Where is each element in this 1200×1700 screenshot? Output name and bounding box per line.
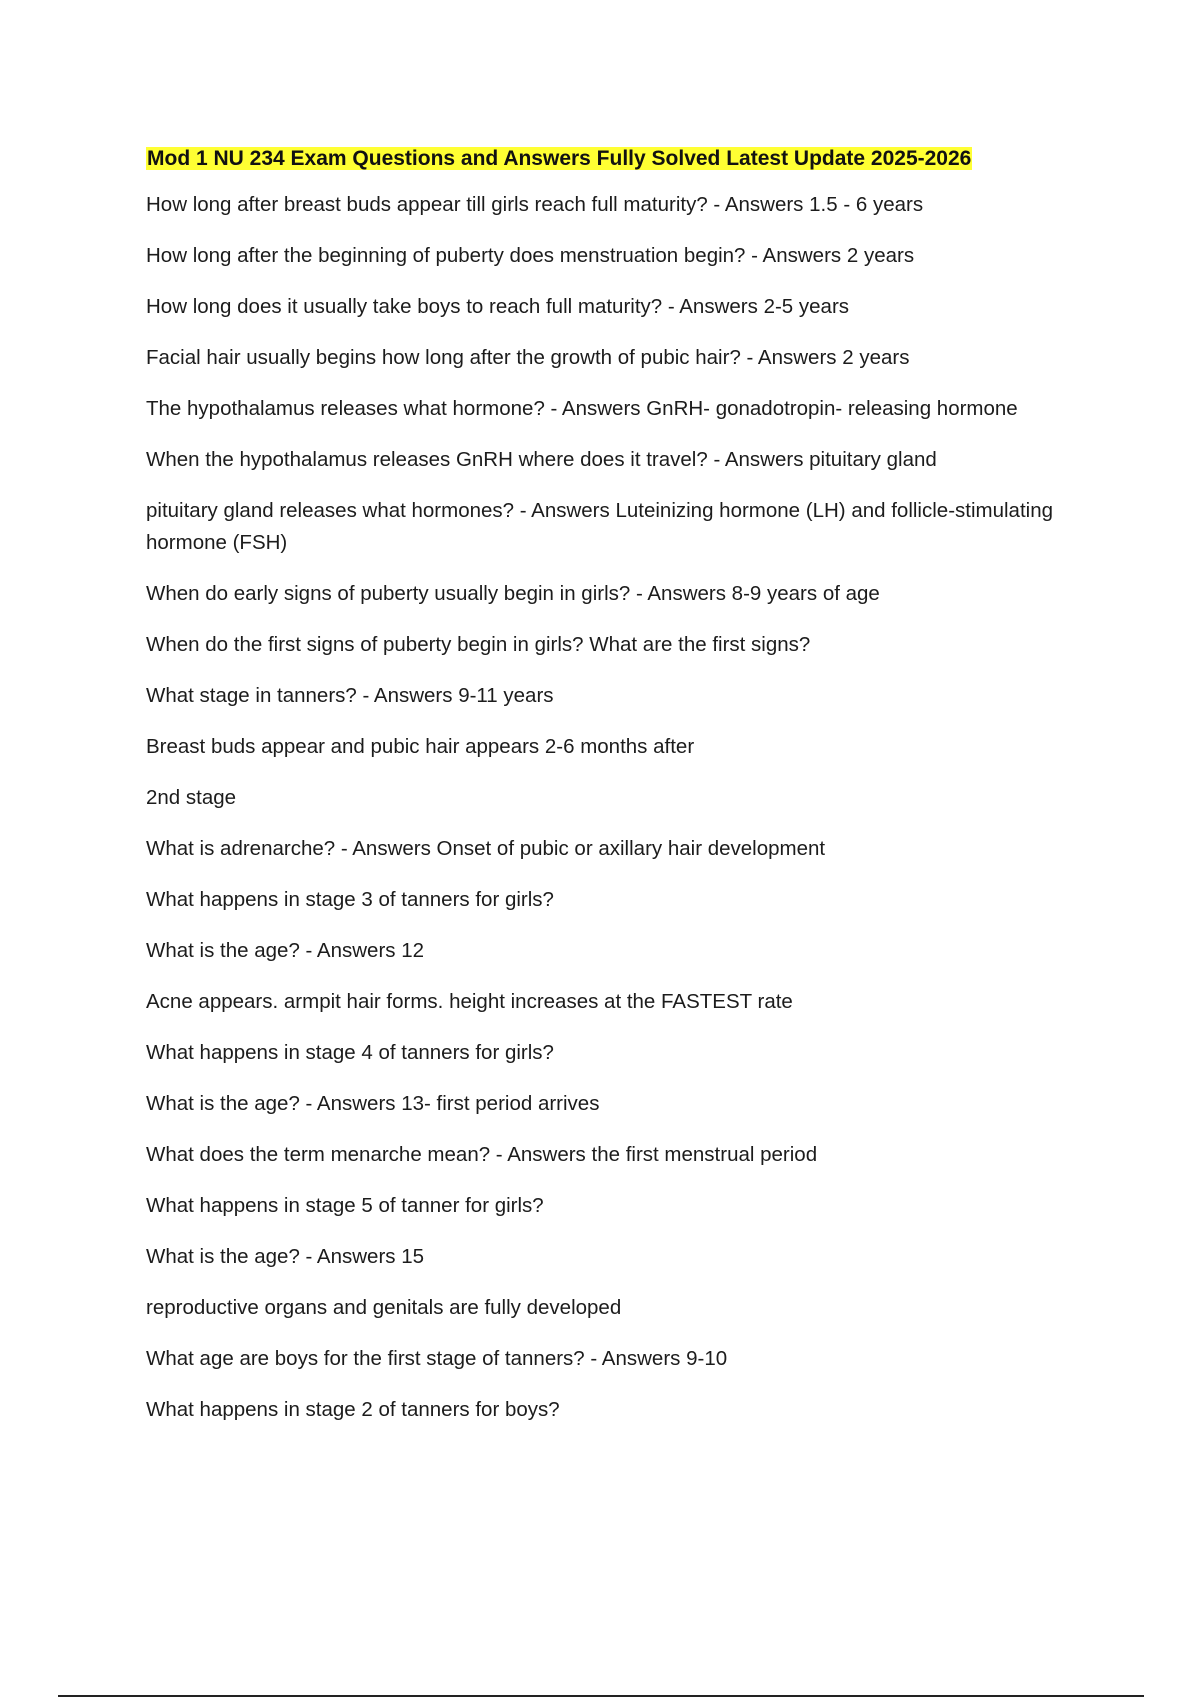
qa-line: How long after breast buds appear till girls reach full maturity? - Answers 1.5 - 6 years <box>146 193 924 216</box>
qa-line: What age are boys for the first stage of tanners? - Answers 9-10 <box>146 1347 728 1370</box>
qa-line: pituitary gland releases what hormones? - Answers Luteinizing hormone (LH) and follicle-stimulating hormone (FSH) <box>146 499 1054 554</box>
qa-line: 2nd stage <box>146 786 237 809</box>
footer-divider <box>58 1695 1144 1697</box>
document-body <box>146 144 1096 1445</box>
qa-line: What happens in stage 2 of tanners for boys? <box>146 1398 560 1421</box>
qa-line: When do the first signs of puberty begin in girls? What are the first signs? <box>146 633 811 656</box>
title-block <box>146 144 1096 174</box>
qa-line: When the hypothalamus releases GnRH where does it travel? - Answers pituitary gland <box>146 448 937 471</box>
qa-line: How long does it usually take boys to reach full maturity? - Answers 2-5 years <box>146 295 850 318</box>
qa-line: What is the age? - Answers 15 <box>146 1245 425 1268</box>
qa-line: What happens in stage 5 of tanner for girls? <box>146 1194 544 1217</box>
qa-line: What happens in stage 4 of tanners for girls? <box>146 1041 554 1064</box>
qa-line: Facial hair usually begins how long after the growth of pubic hair? - Answers 2 years <box>146 346 910 369</box>
document-title: Mod 1 NU 234 Exam Questions and Answers Fully Solved Latest Update 2025-2026 <box>147 147 972 170</box>
qa-line: What stage in tanners? - Answers 9-11 years <box>146 684 554 707</box>
qa-line: How long after the beginning of puberty does menstruation begin? - Answers 2 years <box>146 244 915 267</box>
qa-line: The hypothalamus releases what hormone? - Answers GnRH- gonadotropin- releasing hormone <box>146 397 1018 420</box>
qa-line: What happens in stage 3 of tanners for girls? <box>146 888 554 911</box>
qa-line: What does the term menarche mean? - Answers the first menstrual period <box>146 1143 818 1166</box>
qa-line: reproductive organs and genitals are fully developed <box>146 1296 622 1319</box>
qa-line: When do early signs of puberty usually begin in girls? - Answers 8-9 years of age <box>146 582 880 605</box>
qa-line: Breast buds appear and pubic hair appears 2-6 months after <box>146 735 695 758</box>
qa-line: What is the age? - Answers 13- first period arrives <box>146 1092 600 1115</box>
qa-line: What is adrenarche? - Answers Onset of pubic or axillary hair development <box>146 837 826 860</box>
qa-line: Acne appears. armpit hair forms. height increases at the FASTEST rate <box>146 990 793 1013</box>
qa-line: What is the age? - Answers 12 <box>146 939 425 962</box>
